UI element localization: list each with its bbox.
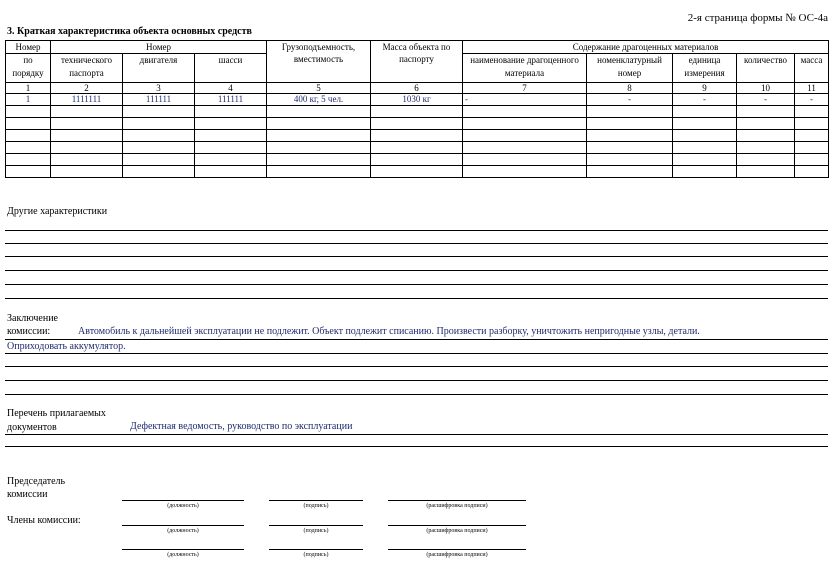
signature-caption: (подпись) — [303, 552, 329, 558]
divider — [5, 380, 828, 381]
cell-tech-passport: 1111111 — [51, 94, 123, 106]
cell-quantity: - — [737, 94, 795, 106]
precious-name-header: наименование драгоценного материала — [463, 54, 587, 83]
table-row — [6, 94, 829, 106]
cell-mass: 1030 кг — [371, 94, 463, 106]
position-caption: (должность) — [167, 503, 199, 509]
signature-line — [269, 549, 363, 550]
divider — [5, 339, 828, 340]
col-number: 3 — [123, 83, 195, 94]
divider — [5, 284, 828, 285]
position-caption: (должность) — [167, 552, 199, 558]
mass-header: Масса объекта по паспорту — [371, 41, 463, 83]
col-order-subheader: по порядку — [6, 54, 51, 83]
signature-line — [269, 500, 363, 501]
col-number: 2 — [51, 83, 123, 94]
divider — [5, 353, 828, 354]
characteristics-table — [5, 40, 829, 178]
chair-label: Председатель — [7, 476, 66, 487]
divider — [5, 256, 828, 257]
divider — [5, 394, 828, 395]
signature-line — [388, 500, 526, 501]
decode-caption: (расшифровка подписи) — [426, 552, 488, 558]
other-characteristics-label: Другие характеристики — [7, 206, 108, 217]
cell-unit: - — [673, 94, 737, 106]
col-number: 6 — [371, 83, 463, 94]
decode-caption: (расшифровка подписи) — [426, 503, 488, 509]
precious-group-header: Содержание драгоценных материалов — [463, 41, 829, 54]
col-number: 9 — [673, 83, 737, 94]
position-caption: (должность) — [167, 528, 199, 534]
cell-weight: - — [795, 94, 829, 106]
decode-caption: (расшифровка подписи) — [426, 528, 488, 534]
col-number: 11 — [795, 83, 829, 94]
weight-header: масса — [795, 54, 829, 83]
conclusion-text: Автомобиль к дальнейшей эксплуатации не подлежит. Объект подлежит списанию. Произвести разборку, уничтожить непригодные узлы, детали. — [78, 326, 700, 337]
signature-line — [122, 500, 244, 501]
signature-line — [388, 549, 526, 550]
conclusion-label-2: комиссии: — [7, 326, 51, 337]
cell-chassis: 111111 — [195, 94, 267, 106]
chassis-header: шасси — [195, 54, 267, 83]
cell-nomenclature: - — [587, 94, 673, 106]
col-number: 10 — [737, 83, 795, 94]
col-number: 4 — [195, 83, 267, 94]
table-row — [6, 118, 829, 130]
conclusion-label: Заключение — [7, 313, 58, 324]
divider — [5, 230, 828, 231]
col-order-header: Номер — [6, 41, 51, 54]
col-number: 1 — [6, 83, 51, 94]
table-row — [6, 154, 829, 166]
number-group-header: Номер — [51, 41, 267, 54]
col-number: 7 — [463, 83, 587, 94]
capacity-header: Грузоподъемность, вместимость — [267, 41, 371, 83]
table-row — [6, 130, 829, 142]
divider — [5, 366, 828, 367]
divider — [5, 243, 828, 244]
divider — [5, 298, 828, 299]
table-row — [6, 142, 829, 154]
section-title: 3. Краткая характеристика объекта основных средств — [7, 26, 252, 37]
conclusion-text-2: Оприходовать аккумулятор. — [7, 341, 126, 352]
col-number: 8 — [587, 83, 673, 94]
divider — [5, 270, 828, 271]
col-number: 5 — [267, 83, 371, 94]
nomenclature-header: номенклатурный номер — [587, 54, 673, 83]
table-row — [6, 106, 829, 118]
signature-line — [122, 525, 244, 526]
unit-header: единица измерения — [673, 54, 737, 83]
signature-line — [122, 549, 244, 550]
tech-passport-header: технического паспорта — [51, 54, 123, 83]
quantity-header: количество — [737, 54, 795, 83]
chair-label-2: комиссии — [7, 489, 48, 500]
cell-engine: 111111 — [123, 94, 195, 106]
table-row — [6, 166, 829, 178]
signature-caption: (подпись) — [303, 503, 329, 509]
cell-capacity: 400 кг, 5 чел. — [267, 94, 371, 106]
documents-label-2: документов — [7, 422, 57, 433]
signature-caption: (подпись) — [303, 528, 329, 534]
divider — [5, 446, 828, 447]
cell-order: 1 — [6, 94, 51, 106]
documents-value: Дефектная ведомость, руководство по эксплуатации — [130, 421, 353, 432]
form-page-label: 2-я страница формы № ОС-4а — [687, 12, 828, 24]
divider — [5, 434, 828, 435]
engine-header: двигателя — [123, 54, 195, 83]
documents-label: Перечень прилагаемых — [7, 408, 106, 419]
members-label: Члены комиссии: — [7, 515, 81, 526]
cell-precious-name: - — [463, 94, 587, 106]
signature-line — [388, 525, 526, 526]
signature-line — [269, 525, 363, 526]
